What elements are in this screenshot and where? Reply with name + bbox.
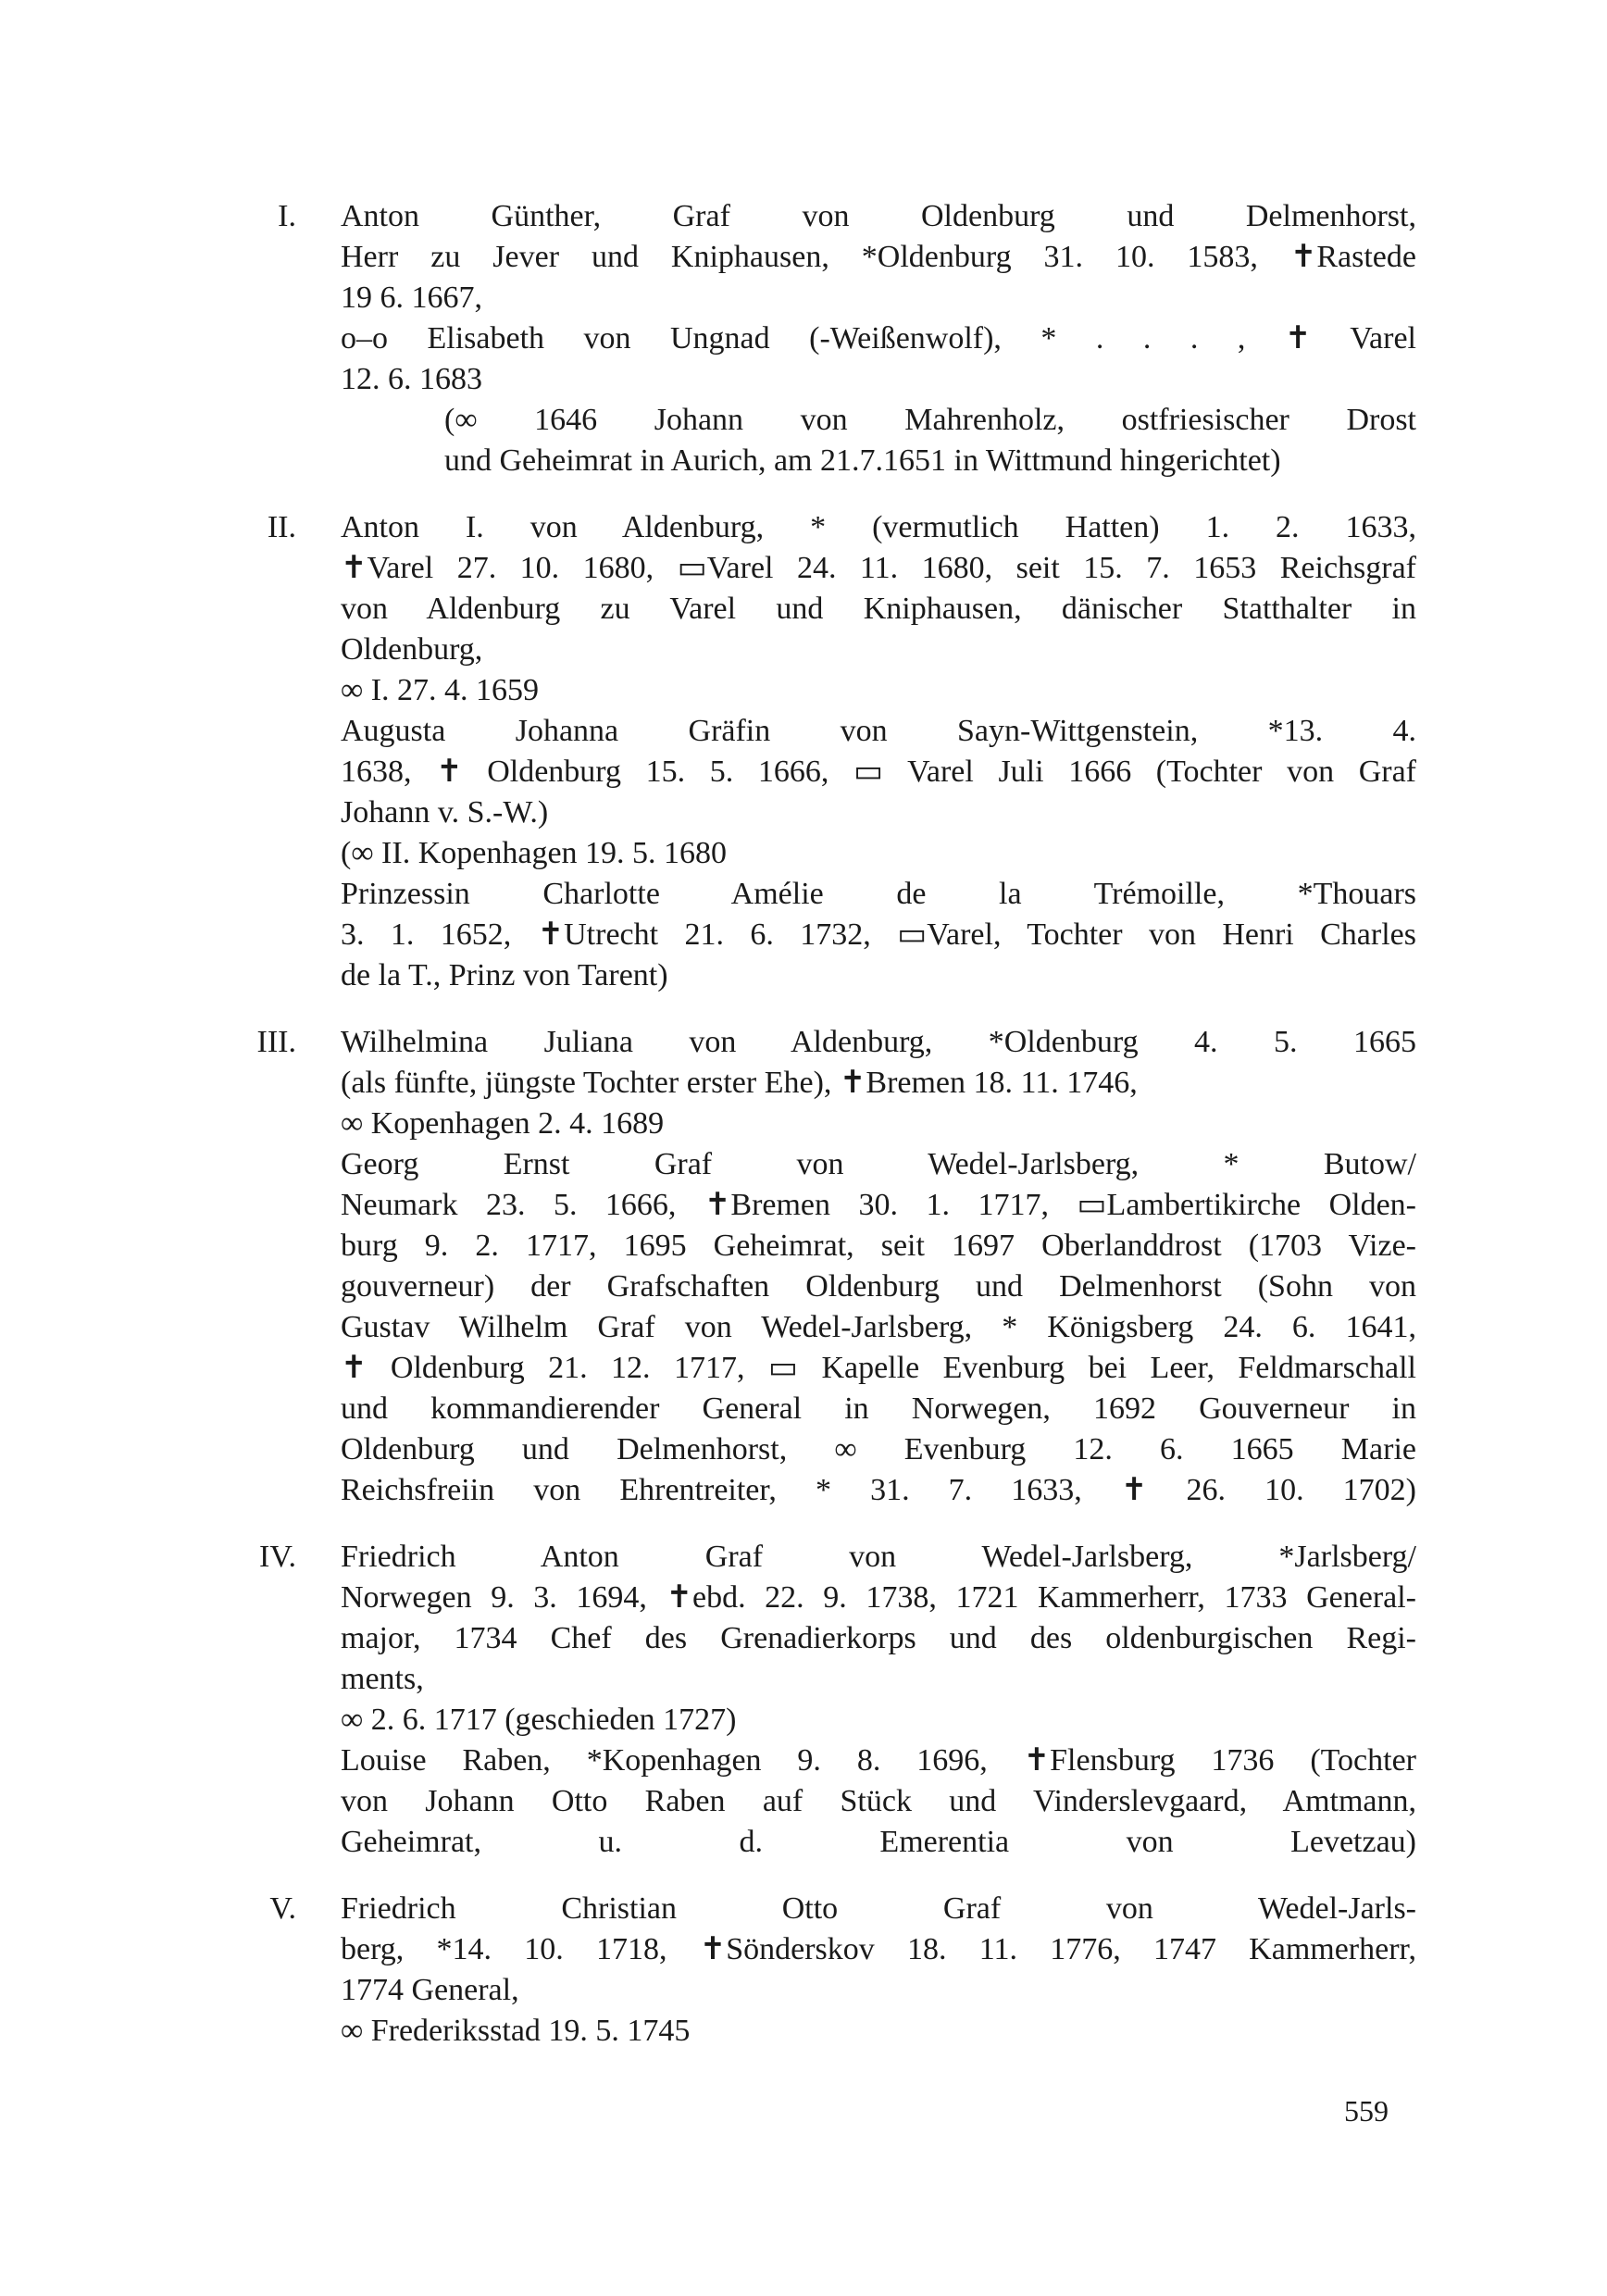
entry-text: [341, 507, 1416, 996]
text-line: Anton Günther, Graf von Oldenburg und Delmenhorst,: [341, 199, 1416, 233]
text-line: major, 1734 Chef des Grenadierkorps und des oldenburgischen Regi-: [341, 1621, 1416, 1655]
text-line: Augusta Johanna Gräfin von Sayn-Wittgenstein, *13. 4.: [341, 714, 1416, 748]
text-line: und Geheimrat in Aurich, am 21.7.1651 in Wittmund hingerichtet): [444, 443, 1281, 478]
text-line: ✝Varel 27. 10. 1680, ▭Varel 24. 11. 1680, seit 15. 7. 1653 Reichsgraf: [341, 551, 1416, 585]
text-line: von Johann Otto Raben auf Stück und Vinderslevgaard, Amtmann,: [341, 1784, 1416, 1818]
text-line: de la T., Prinz von Tarent): [341, 958, 668, 992]
text-line: berg, *14. 10. 1718, ✝Sönderskov 18. 11. 1776, 1747 Kammerherr,: [341, 1932, 1416, 1966]
text-line: (∞ 1646 Johann von Mahrenholz, ostfriesischer Drost: [444, 403, 1416, 437]
text-line: Oldenburg,: [341, 632, 483, 667]
text-line: 12. 6. 1683: [341, 362, 482, 396]
text-line: o–o Elisabeth von Ungnad (-Weißenwolf), * . . . , ✝ Varel: [341, 321, 1416, 356]
entry-text: [341, 196, 1416, 481]
text-line: Neumark 23. 5. 1666, ✝Bremen 30. 1. 1717, ▭Lambertikirche Olden-: [341, 1188, 1416, 1222]
text-line: burg 9. 2. 1717, 1695 Geheimrat, seit 1697 Oberlanddrost (1703 Vize-: [341, 1229, 1416, 1263]
text-line: gouverneur) der Grafschaften Oldenburg und Delmenhorst (Sohn von: [341, 1269, 1416, 1304]
entry-text: [341, 1022, 1416, 1511]
text-line: Johann v. S.-W.): [341, 795, 549, 830]
text-line: Wilhelmina Juliana von Aldenburg, *Oldenburg 4. 5. 1665: [341, 1025, 1416, 1059]
text-line: von Aldenburg zu Varel und Kniphausen, dänischer Statthalter in: [341, 592, 1416, 626]
text-line: 1638, ✝ Oldenburg 15. 5. 1666, ▭ Varel Juli 1666 (Tochter von Graf: [341, 755, 1416, 789]
text-line: ∞ 2. 6. 1717 (geschieden 1727): [341, 1703, 737, 1737]
text-line: Friedrich Anton Graf von Wedel-Jarlsberg, *Jarlsberg/: [341, 1540, 1416, 1574]
text-line: Geheimrat, u. d. Emerentia von Levetzau): [341, 1825, 1416, 1859]
text-line: ∞ I. 27. 4. 1659: [341, 673, 540, 707]
text-line: und kommandierender General in Norwegen, 1692 Gouverneur in: [341, 1391, 1416, 1426]
text-line: Louise Raben, *Kopenhagen 9. 8. 1696, ✝Flensburg 1736 (Tochter: [341, 1743, 1416, 1778]
text-line: (als fünfte, jüngste Tochter erster Ehe), ✝Bremen 18. 11. 1746,: [341, 1066, 1138, 1100]
text-line: ments,: [341, 1662, 424, 1696]
page-number: 559: [1344, 2094, 1389, 2128]
text-line: Herr zu Jever und Kniphausen, *Oldenburg 31. 10. 1583, ✝Rastede: [341, 240, 1416, 274]
text-line: Norwegen 9. 3. 1694, ✝ebd. 22. 9. 1738, 1721 Kammerherr, 1733 General-: [341, 1580, 1416, 1615]
text-line: 19 6. 1667,: [341, 281, 482, 315]
text-line: Gustav Wilhelm Graf von Wedel-Jarlsberg, * Königsberg 24. 6. 1641,: [341, 1310, 1416, 1344]
entry-text: [341, 1889, 1416, 2052]
text-line: (∞ II. Kopenhagen 19. 5. 1680: [341, 836, 728, 870]
text-line: ✝ Oldenburg 21. 12. 1717, ▭ Kapelle Evenburg bei Leer, Feldmarschall: [341, 1351, 1416, 1385]
text-line: Prinzessin Charlotte Amélie de la Trémoille, *Thouars: [341, 877, 1416, 911]
entry-number: V.: [269, 1891, 296, 1926]
text-line: Friedrich Christian Otto Graf von Wedel-Jarls-: [341, 1891, 1416, 1926]
text-line: ∞ Kopenhagen 2. 4. 1689: [341, 1106, 665, 1141]
entry-text: [341, 1537, 1416, 1863]
entry-number: II.: [267, 510, 296, 544]
entry-number: IV.: [259, 1540, 296, 1574]
text-line: 1774 General,: [341, 1973, 519, 2007]
text-line: ∞ Frederiksstad 19. 5. 1745: [341, 2014, 691, 2048]
entry-number: III.: [256, 1025, 296, 1059]
text-line: Reichsfreiin von Ehrentreiter, * 31. 7. 1633, ✝ 26. 10. 1702): [341, 1473, 1416, 1507]
text-line: 3. 1. 1652, ✝Utrecht 21. 6. 1732, ▭Varel, Tochter von Henri Charles: [341, 917, 1416, 952]
text-line: Georg Ernst Graf von Wedel-Jarlsberg, * Butow/: [341, 1147, 1416, 1181]
text-line: Oldenburg und Delmenhorst, ∞ Evenburg 12. 6. 1665 Marie: [341, 1432, 1416, 1466]
text-line: Anton I. von Aldenburg, * (vermutlich Hatten) 1. 2. 1633,: [341, 510, 1416, 544]
entry-number: I.: [278, 199, 296, 233]
